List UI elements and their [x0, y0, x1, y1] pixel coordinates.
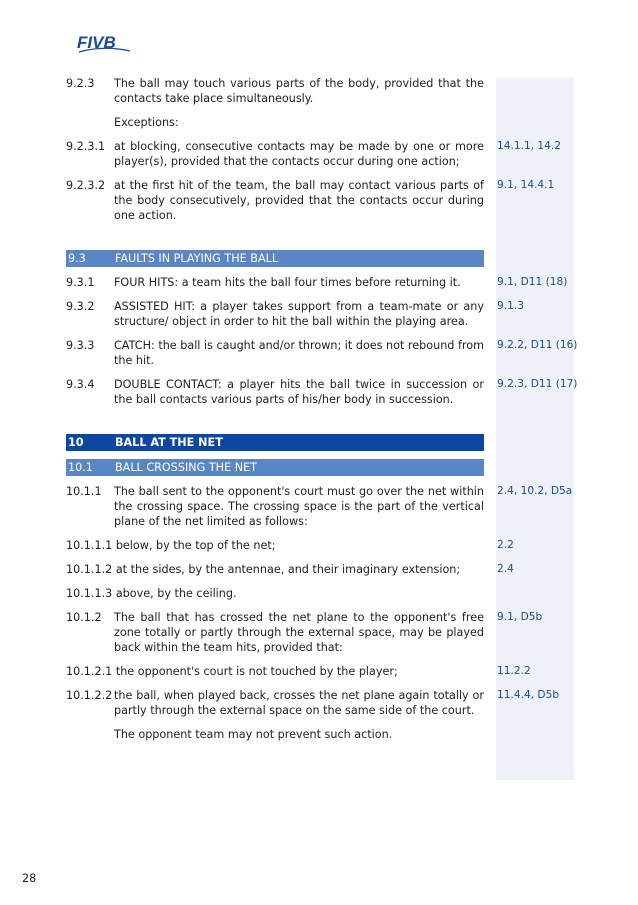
section-title: BALL AT THE NET	[115, 436, 223, 449]
rule-row	[66, 377, 578, 407]
rule-number: 9.2.3.1	[66, 140, 106, 153]
section-heading-10-1	[66, 459, 484, 476]
rule-reference: 9.1, 14.4.1	[497, 179, 555, 191]
rule-text: 10.1.1.2 at the sides, by the antennae, and their imaginary extension;	[66, 563, 461, 576]
section-title: BALL CROSSING THE NET	[115, 461, 257, 474]
rule-row	[66, 664, 572, 679]
rule-row	[66, 727, 572, 742]
rule-text: at blocking, consecutive contacts may be made by one or more player(s), provided that the contacts occur during one action;	[114, 140, 484, 168]
rule-reference: 2.2	[497, 539, 514, 551]
rule-row	[66, 178, 572, 223]
rule-reference: 9.1, D11 (18)	[497, 276, 568, 288]
rule-reference: 2.4	[497, 563, 514, 575]
rule-row	[66, 76, 572, 106]
rule-text: at the first hit of the team, the ball may contact various parts of the body consecutively, provided that the contacts occur during one action.	[114, 179, 484, 222]
rule-text: FOUR HITS: a team hits the ball four times before returning it.	[114, 276, 461, 289]
rule-number: 9.3.3	[66, 339, 95, 352]
rule-number: 10.1.2.2	[66, 689, 113, 702]
fivb-logo-text: FIVB	[77, 33, 116, 52]
rule-text: 10.1.1.1 below, by the top of the net;	[66, 539, 276, 552]
rule-row	[66, 139, 572, 169]
rule-reference: 9.2.2, D11 (16)	[497, 339, 578, 351]
section-number: 9.3	[68, 252, 86, 265]
rule-reference: 9.2.3, D11 (17)	[497, 378, 578, 390]
rule-row	[66, 610, 572, 655]
rule-number: 9.3.2	[66, 300, 95, 313]
rule-row	[66, 338, 578, 368]
rule-row	[66, 688, 572, 718]
rule-text: CATCH: the ball is caught and/or thrown; it does not rebound from the hit.	[114, 339, 484, 367]
rule-reference: 11.2.2	[497, 665, 531, 677]
rule-row	[66, 299, 572, 329]
rule-number: 9.2.3.2	[66, 179, 106, 192]
rule-text: The opponent team may not prevent such action.	[114, 728, 393, 741]
rule-number: 9.3.4	[66, 378, 95, 391]
section-title: FAULTS IN PLAYING THE BALL	[115, 252, 279, 265]
rule-row	[66, 538, 572, 553]
section-heading-9-3	[66, 250, 484, 267]
rule-row	[66, 484, 572, 529]
section-number: 10	[68, 436, 84, 449]
rule-text: 10.1.2.1 the opponent's court is not touched by the player;	[66, 665, 398, 678]
rule-reference: 11.4.4, D5b	[497, 689, 560, 701]
page-number: 28	[22, 872, 37, 885]
rule-number: 10.1.2	[66, 611, 102, 624]
rule-reference: 9.1.3	[497, 300, 524, 312]
rule-text: The ball sent to the opponent's court must go over the net within the crossing space. The crossing space is the part of the vertical plane of the net limited as follows:	[114, 485, 484, 528]
rule-row	[66, 275, 572, 290]
rule-text: the ball, when played back, crosses the net plane again totally or partly through the external space on the same side of the court.	[114, 689, 484, 717]
rule-reference: 2.4, 10.2, D5a	[497, 485, 573, 497]
rule-reference: 14.1.1, 14.2	[497, 140, 562, 152]
rule-text: Exceptions:	[114, 116, 179, 129]
rule-number: 9.2.3	[66, 77, 95, 90]
section-heading-10	[66, 434, 484, 451]
rule-text: The ball that has crossed the net plane to the opponent's free zone totally or partly through the external space, may be played back within the team hits, provided that:	[114, 611, 484, 654]
rule-number: 10.1.1	[66, 485, 102, 498]
rule-number: 9.3.1	[66, 276, 95, 289]
rule-row	[66, 115, 572, 130]
rule-text: 10.1.1.3 above, by the ceiling.	[66, 587, 237, 600]
rule-text: ASSISTED HIT: a player takes support from a team-mate or any structure/ object in order to hit the ball within the playing area.	[114, 300, 484, 328]
rule-row	[66, 586, 572, 601]
section-number: 10.1	[68, 461, 93, 474]
rule-row	[66, 562, 572, 577]
rule-text: DOUBLE CONTACT: a player hits the ball twice in succession or the ball contacts various parts of his/her body in succession.	[114, 378, 484, 406]
rule-reference: 9.1, D5b	[497, 611, 543, 623]
fivb-logo	[76, 33, 132, 55]
rules-content	[66, 76, 578, 751]
rule-text: The ball may touch various parts of the body, provided that the contacts take place simultaneously.	[114, 77, 484, 105]
